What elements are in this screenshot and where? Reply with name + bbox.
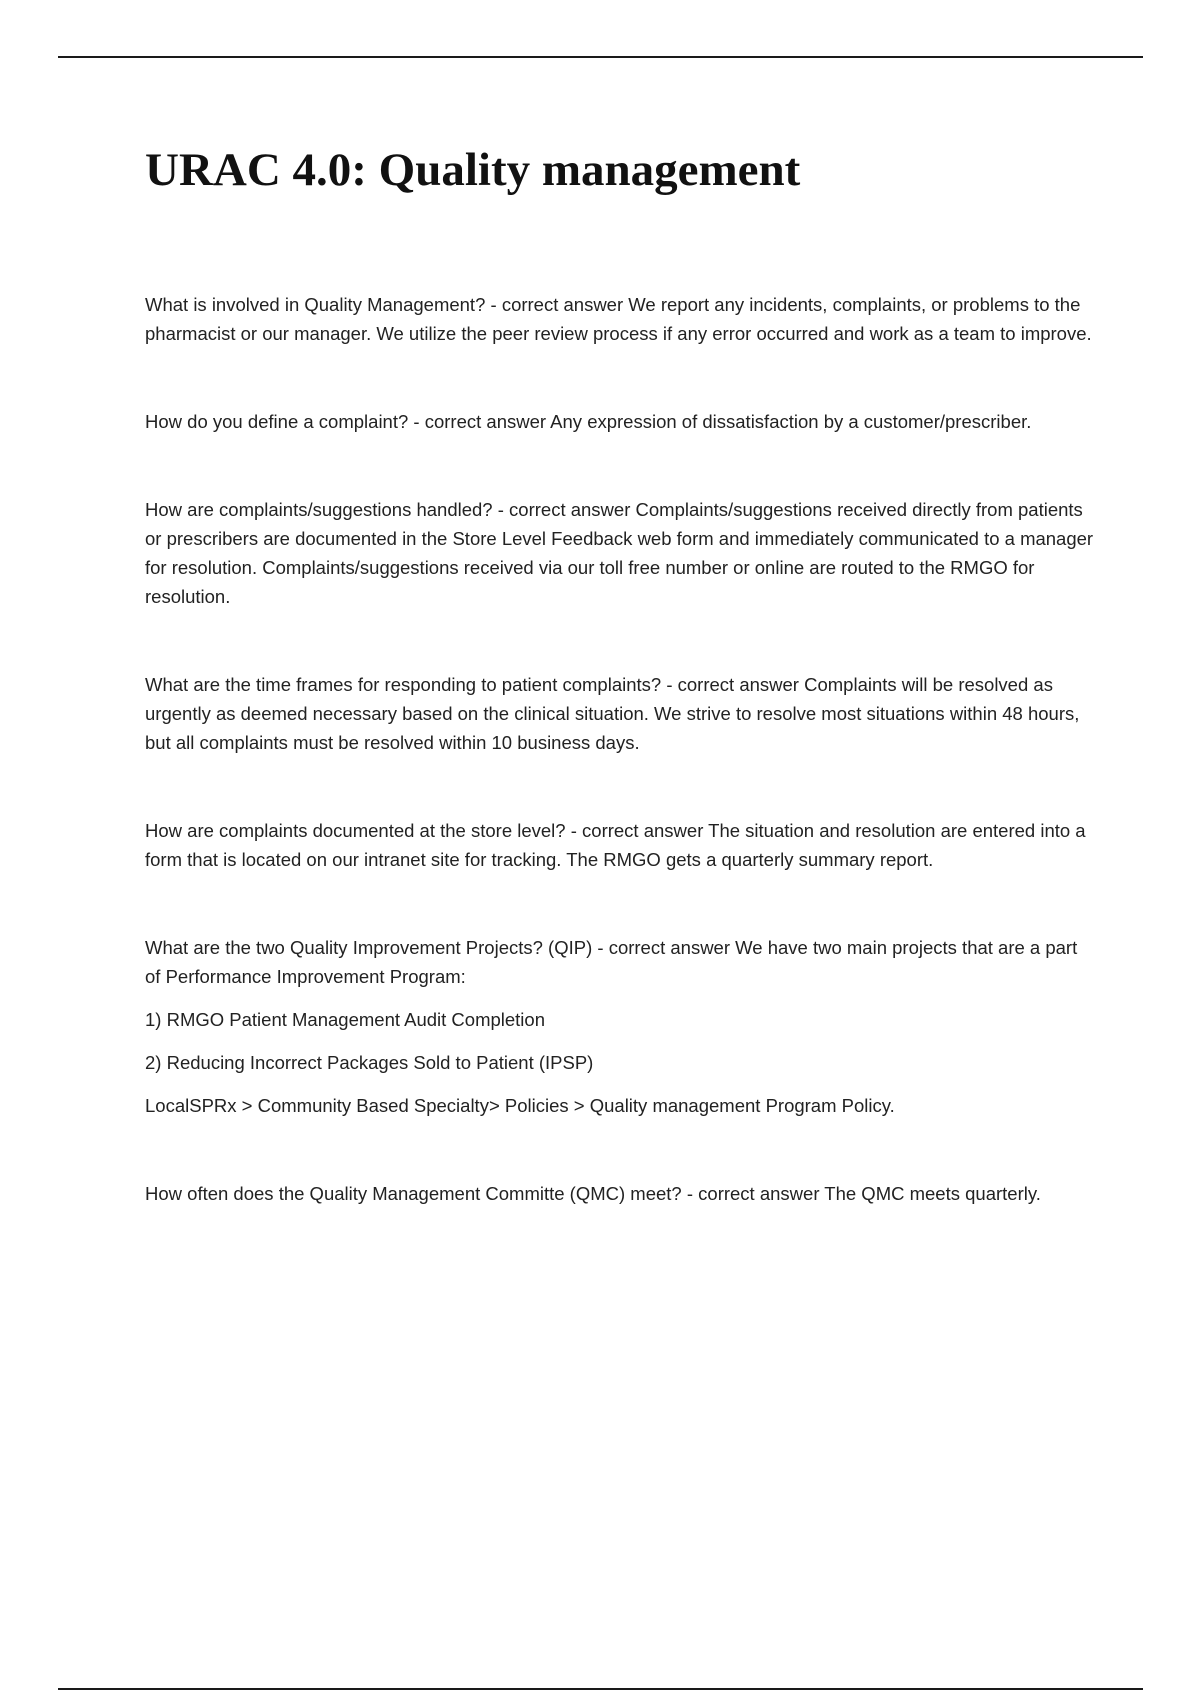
top-rule [58,56,1143,58]
qa-text [145,290,1095,348]
answer-separator: - correct answer [492,499,636,520]
answer-separator: - correct answer [661,674,805,695]
answer-separator: - correct answer [408,411,551,432]
answer-text: Complaints will be resolved as urgently as deemed necessary based on the clinical situation. We strive to resolve most situations within 48 hours, but all complaints must be resolved within 10 business days. [145,674,1080,753]
question-text: What is involved in Quality Management? [145,294,486,315]
question-text: How often does the Quality Management Committe (QMC) meet? [145,1183,682,1204]
qa-entry [145,407,1095,436]
qip-item-1: 1) RMGO Patient Management Audit Completion [145,1009,545,1030]
qa-text [145,670,1095,757]
answer-text: Complaints/suggestions received directly from patients or prescribers are documented in the Store Level Feedback web form and immediately communicated to a manager for resolution. Complaints/suggestions received via our toll free number or online are routed to the RMGO for resolution. [145,499,1094,607]
question-text: What are the time frames for responding to patient complaints? [145,674,662,695]
answer-separator: - correct answer [565,820,709,841]
qa-entry [145,1179,1095,1208]
answer-text: The QMC meets quarterly. [824,1183,1041,1204]
qa-entry [145,670,1095,757]
policy-path: LocalSPRx > Community Based Specialty> Policies > Quality management Program Policy. [145,1095,895,1116]
qa-entry [145,495,1095,611]
answer-text: We have two main projects that are a part of Performance Improvement Program: [145,937,1078,987]
question-text: How are complaints/suggestions handled? [145,499,493,520]
qa-entry [145,933,1095,1120]
answer-separator: - correct answer [681,1183,825,1204]
qa-text [145,933,1095,991]
qip-item-2: 2) Reducing Incorrect Packages Sold to Patient (IPSP) [145,1052,594,1073]
answer-text: We report any incidents, complaints, or problems to the pharmacist or our manager. We utilize the peer review process if any error occurred and work as a team to improve. [145,294,1092,344]
qa-entry [145,290,1095,348]
question-text: What are the two Quality Improvement Projects? (QIP) [145,937,593,958]
answer-text: The situation and resolution are entered into a form that is located on our intranet site for tracking. The RMGO gets a quarterly summary report. [145,820,1086,870]
question-text: How do you define a complaint? [145,411,409,432]
qa-text [145,495,1095,611]
answer-separator: - correct answer [592,937,736,958]
qa-text [145,407,1095,436]
qa-list [145,290,1095,1267]
bottom-rule [58,1688,1143,1690]
question-text: How are complaints documented at the store level? [145,820,566,841]
answer-text: Any expression of dissatisfaction by a customer/prescriber. [550,411,1032,432]
qa-text [145,1179,1095,1208]
page-title: URAC 4.0: Quality management [145,144,801,196]
answer-separator: - correct answer [485,294,629,315]
qa-text [145,816,1095,874]
qa-entry [145,816,1095,874]
